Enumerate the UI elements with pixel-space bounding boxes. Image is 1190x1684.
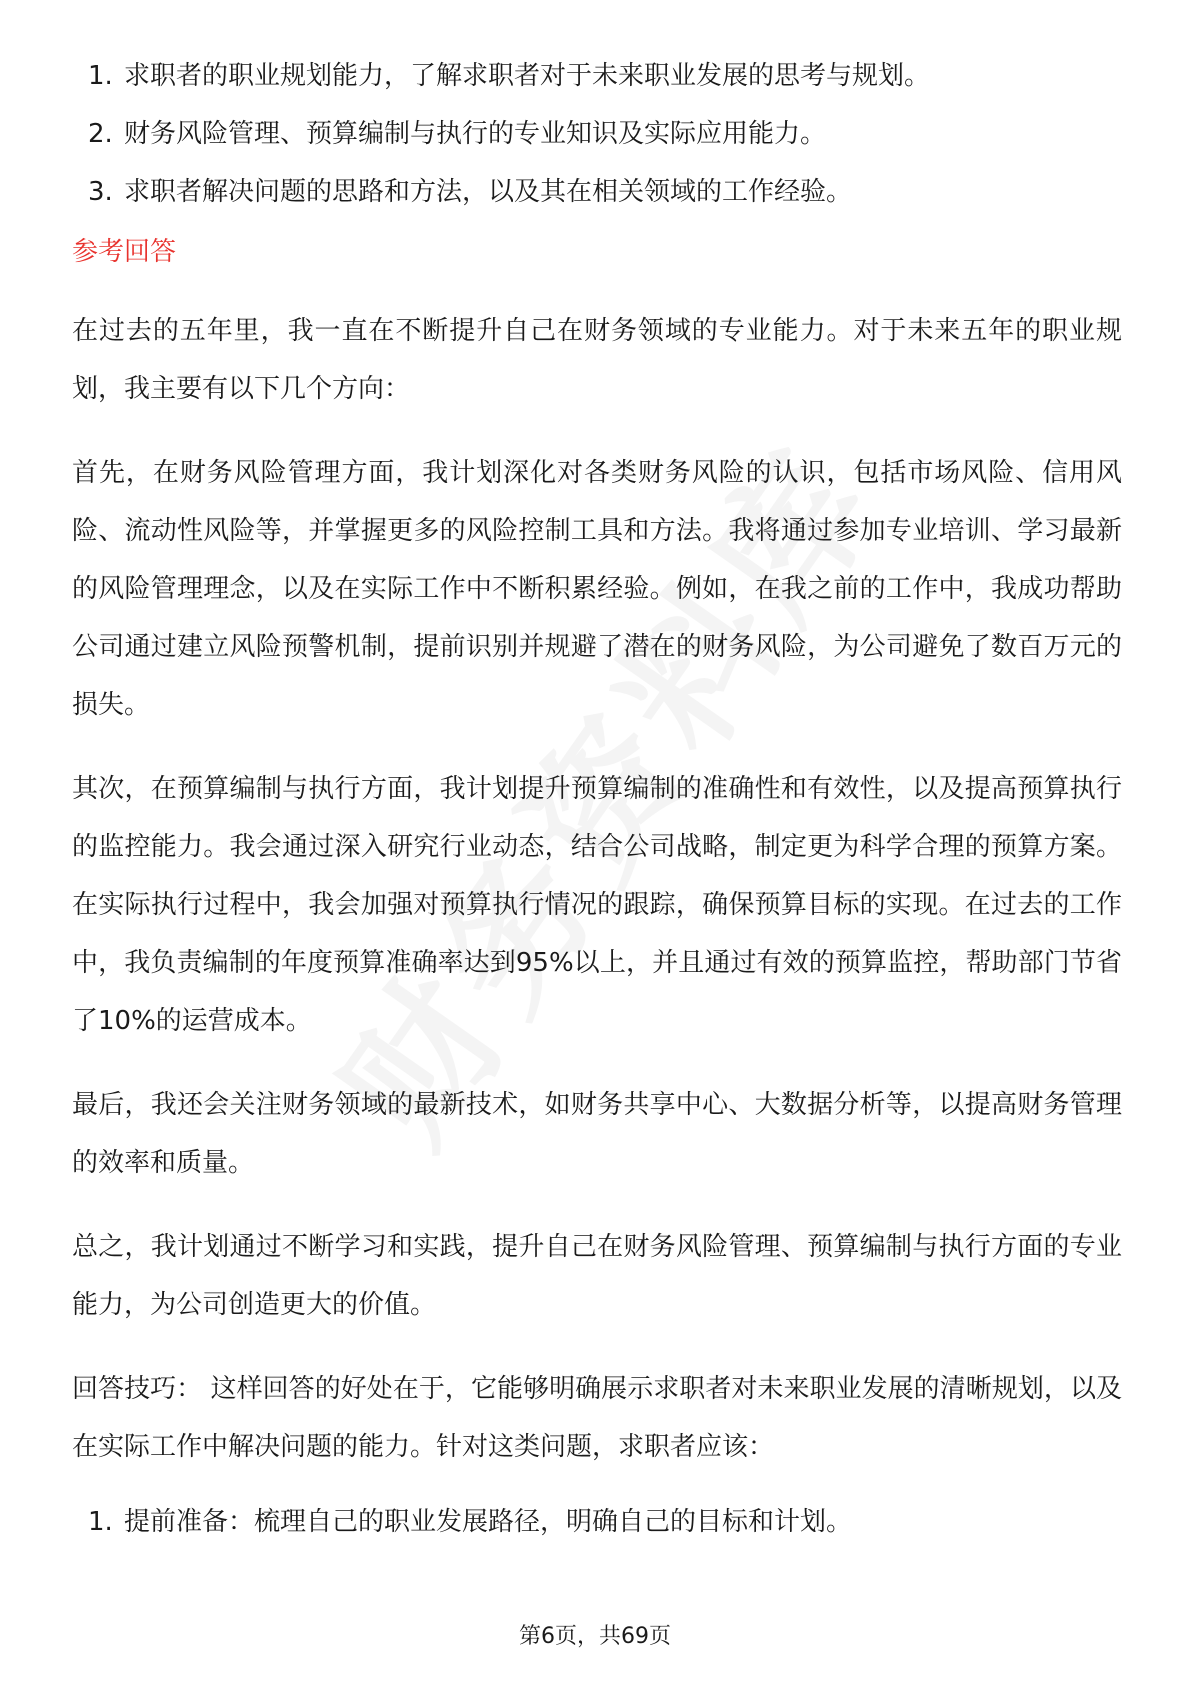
answer-paragraph-technology: 最后，我还会关注财务领域的最新技术，如财务共享中心、大数据分析等，以提高财务管理的效率和质量。 bbox=[72, 1090, 1122, 1178]
section-heading: 参考回答 bbox=[72, 237, 177, 267]
list-item bbox=[72, 114, 1122, 154]
list-item-number: 1. bbox=[88, 61, 113, 91]
list-item-number: 2. bbox=[88, 119, 113, 149]
list-item-number: 3. bbox=[88, 177, 113, 207]
list-item-number: 1. bbox=[88, 1507, 113, 1537]
answer-tips-paragraph: 回答技巧： 这样回答的好处在于，它能够明确展示求职者对未来职业发展的清晰规划，以及在实际工作中解决问题的能力。针对这类问题，求职者应该： bbox=[72, 1374, 1122, 1462]
answer-paragraph-intro: 在过去的五年里，我一直在不断提升自己在财务领域的专业能力。对于未来五年的职业规划，我主要有以下几个方向： bbox=[72, 316, 1122, 404]
list-item-text: 提前准备：梳理自己的职业发展路径，明确自己的目标和计划。 bbox=[124, 1507, 853, 1537]
list-item bbox=[72, 1502, 1122, 1542]
answer-paragraph-budget: 其次，在预算编制与执行方面，我计划提升预算编制的准确性和有效性，以及提高预算执行的监控能力。我会通过深入研究行业动态，结合公司战略，制定更为科学合理的预算方案。在实际执行过程中，我会加强对预算执行情况的跟踪，确保预算目标的实现。在过去的工作中，我负责编制的年度预算准确率达到95%以上，并且通过有效的预算监控，帮助部门节省了10%的运营成本。 bbox=[72, 774, 1122, 1036]
list-item-text: 求职者解决问题的思路和方法，以及其在相关领域的工作经验。 bbox=[124, 177, 853, 207]
list-item bbox=[72, 172, 1122, 212]
answer-paragraph-risk: 首先，在财务风险管理方面，我计划深化对各类财务风险的认识，包括市场风险、信用风险、流动性风险等，并掌握更多的风险控制工具和方法。我将通过参加专业培训、学习最新的风险管理理念，以及在实际工作中不断积累经验。例如，在我之前的工作中，我成功帮助公司通过建立风险预警机制，提前识别并规避了潜在的财务风险，为公司避免了数百万元的损失。 bbox=[72, 458, 1122, 720]
tips-list bbox=[72, 1502, 1122, 1542]
evaluation-points-list bbox=[72, 56, 1122, 212]
page-content bbox=[72, 56, 1122, 1560]
page-number-footer: 第6页，共69页 bbox=[519, 1624, 671, 1649]
list-item-text: 求职者的职业规划能力，了解求职者对于未来职业发展的思考与规划。 bbox=[124, 61, 931, 91]
answer-paragraph-summary: 总之，我计划通过不断学习和实践，提升自己在财务风险管理、预算编制与执行方面的专业能力，为公司创造更大的价值。 bbox=[72, 1232, 1122, 1320]
list-item bbox=[72, 56, 1122, 96]
list-item-text: 财务风险管理、预算编制与执行的专业知识及实际应用能力。 bbox=[124, 119, 827, 149]
